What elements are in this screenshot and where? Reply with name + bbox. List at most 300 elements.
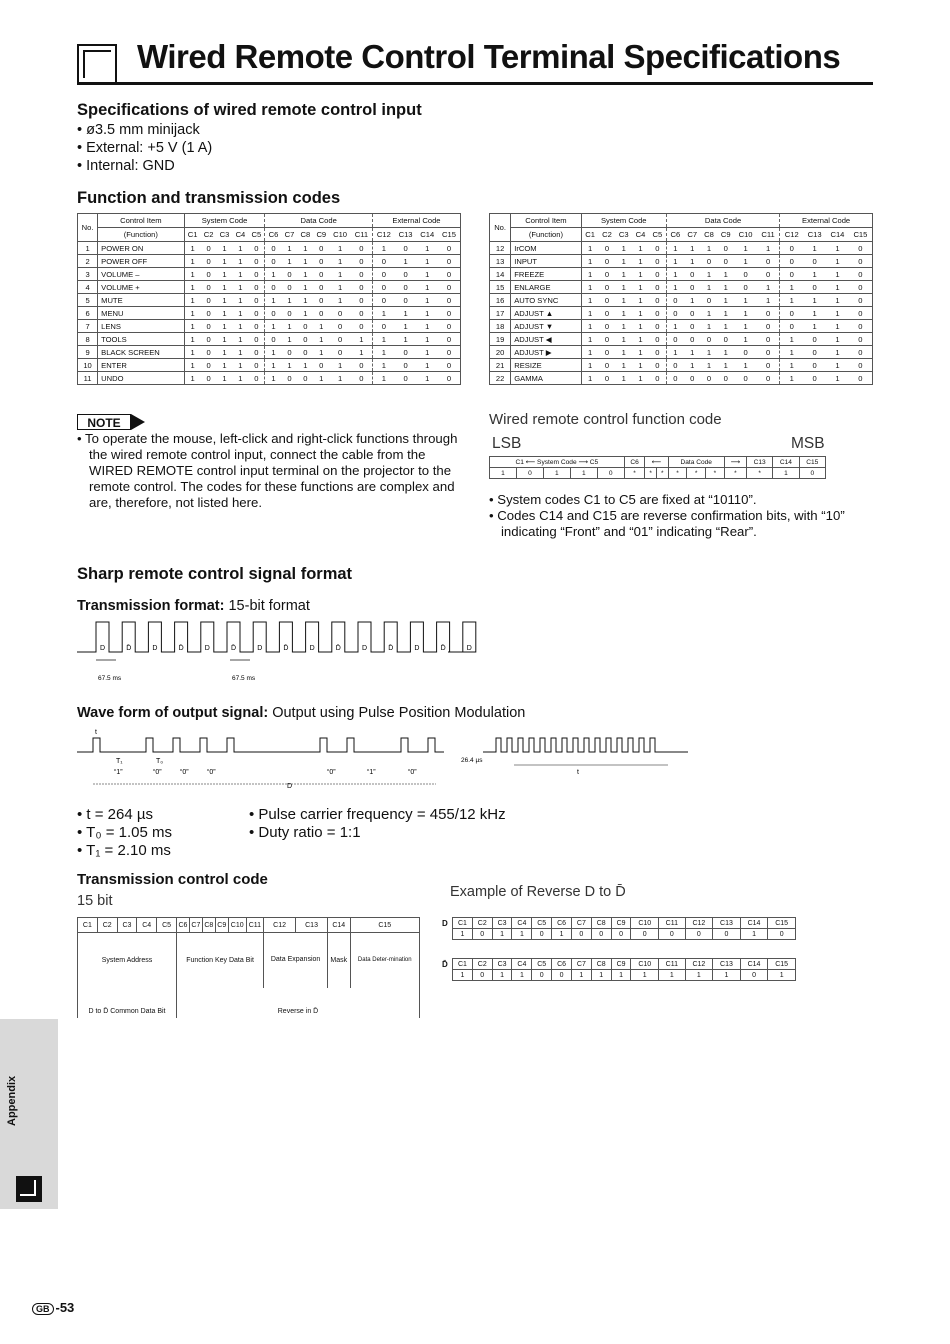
bit-cell: 0 (395, 346, 417, 359)
fc-header: C6 (624, 457, 645, 468)
bit-cell: 0 (248, 372, 265, 385)
bit-cell: 0 (849, 307, 873, 320)
pulse-label: D (362, 645, 368, 652)
bit-cell: 0 (282, 281, 298, 294)
example-col-header: C5 (532, 959, 552, 970)
bit-cell: 0 (757, 359, 780, 372)
example-label: Example of Reverse D to D̄ (450, 884, 626, 900)
col-header-bit: C15 (849, 228, 873, 242)
bit-cell: 1 (297, 359, 313, 372)
bit-cell: 1 (265, 268, 282, 281)
bit-cell: 0 (666, 359, 683, 372)
bit-cell: 0 (734, 346, 757, 359)
bit-cell: 1 (313, 333, 329, 346)
bit-cell: 1 (666, 346, 683, 359)
bit-cell: 0 (757, 307, 780, 320)
bit-cell: 1 (701, 307, 718, 320)
bit-cell: 0 (313, 281, 329, 294)
list-item: • Codes C14 and C15 are reverse confirmation bits, with “10” indicating “Front” and “01” indicating “Rear”. (489, 508, 845, 539)
bit-cell: 1 (297, 307, 313, 320)
table-row (78, 333, 461, 346)
bit-cell: 1 (803, 268, 826, 281)
list-item: • System codes C1 to C5 are fixed at “10110”. (489, 492, 757, 507)
region-badge: GB (32, 1303, 54, 1315)
control-item: ENLARGE (511, 281, 581, 294)
pulse-label: D (257, 645, 263, 652)
table-row (490, 333, 873, 346)
msb-label: MSB (791, 435, 825, 452)
bit-cell: 0 (351, 372, 373, 385)
col-header-bit: C13 (803, 228, 826, 242)
control-item: ADJUST ▶ (511, 346, 581, 359)
bit-cell: 0 (329, 307, 351, 320)
bit-cell: 1 (803, 307, 826, 320)
list-item: • External: +5 V (1 A) (77, 139, 212, 157)
example-db-value: 1 (768, 970, 796, 981)
row-number: 20 (490, 346, 511, 359)
example-col-header: C11 (659, 918, 686, 929)
bit-cell: 1 (217, 242, 233, 255)
list-item: • Pulse carrier frequency = 455/12 kHz (249, 806, 506, 824)
bit-cell: 0 (351, 268, 373, 281)
pulse-label: D (309, 645, 315, 652)
col-header-bit: C8 (701, 228, 718, 242)
fc-value: 1 (490, 468, 517, 479)
example-col-header: C2 (472, 959, 492, 970)
bit-cell: 1 (717, 307, 734, 320)
bit-cell: 1 (395, 320, 417, 333)
example-d-value: 1 (740, 929, 768, 940)
col-header-external: External Code (780, 214, 873, 228)
wave-bit-label: “1” (367, 769, 376, 776)
control-item: ADJUST ▲ (511, 307, 581, 320)
control-item: VOLUME – (98, 268, 184, 281)
fc-value: * (645, 468, 657, 479)
control-item: MENU (98, 307, 184, 320)
col-header-bit: C6 (666, 228, 683, 242)
bit-cell: 0 (438, 359, 460, 372)
bit-cell: 0 (282, 372, 298, 385)
example-db-value: 1 (591, 970, 611, 981)
bit-cell: 1 (684, 255, 701, 268)
bit-cell: 0 (248, 320, 265, 333)
bit-cell: 1 (632, 320, 649, 333)
bit-cell: 1 (395, 333, 417, 346)
bit-cell: 0 (248, 242, 265, 255)
example-col-header: C8 (591, 959, 611, 970)
row-number: 3 (78, 268, 98, 281)
wave-bit-label: “0” (180, 769, 189, 776)
example-col-header: C6 (552, 959, 572, 970)
bit-cell: 0 (297, 333, 313, 346)
example-db-value: 1 (512, 970, 532, 981)
tcc-col-header: C2 (97, 918, 117, 933)
signal-params-left (77, 806, 172, 860)
bit-cell: 0 (649, 255, 666, 268)
bit-cell: 1 (416, 268, 438, 281)
bit-cell: 1 (329, 268, 351, 281)
bit-cell: 1 (297, 255, 313, 268)
example-db-value: 0 (740, 970, 768, 981)
bit-cell: 1 (232, 359, 248, 372)
bit-cell: 1 (184, 242, 201, 255)
bit-cell: 1 (329, 242, 351, 255)
bit-cell: 0 (248, 333, 265, 346)
bit-cell: 0 (201, 242, 217, 255)
bit-cell: 1 (717, 320, 734, 333)
bit-cell: 0 (248, 268, 265, 281)
bit-cell: 1 (217, 346, 233, 359)
bit-cell: 1 (581, 320, 598, 333)
fc-value: * (706, 468, 725, 479)
example-d-value: 0 (631, 929, 659, 940)
bit-cell: 0 (297, 372, 313, 385)
pulse-label: D (152, 645, 158, 652)
page-title: Wired Remote Control Terminal Specifications (137, 38, 841, 75)
bit-cell: 1 (757, 281, 780, 294)
example-db-value: 1 (631, 970, 659, 981)
col-header-bit: C14 (416, 228, 438, 242)
tcc-reverse: Reverse in D̄ (176, 988, 419, 1018)
fc-value: * (746, 468, 772, 479)
bit-cell: 1 (780, 333, 804, 346)
bit-cell: 0 (666, 333, 683, 346)
bit-cell: 0 (351, 281, 373, 294)
example-d-value: 1 (552, 929, 572, 940)
bit-cell: 1 (615, 307, 632, 320)
bit-cell: 0 (372, 294, 394, 307)
example-col-header: C3 (492, 959, 512, 970)
bit-cell: 0 (201, 333, 217, 346)
example-db-table (452, 958, 796, 981)
bit-cell: 1 (416, 346, 438, 359)
control-item: POWER ON (98, 242, 184, 255)
bit-cell: 1 (265, 372, 282, 385)
example-db-value: 1 (571, 970, 591, 981)
input-spec-list (77, 121, 212, 175)
bit-cell: 1 (395, 255, 417, 268)
col-header-bit: C3 (217, 228, 233, 242)
bit-cell: 1 (615, 320, 632, 333)
bit-cell: 1 (717, 268, 734, 281)
appendix-icon (16, 1176, 42, 1202)
bit-cell: 0 (351, 307, 373, 320)
bit-cell: 0 (849, 359, 873, 372)
bit-cell: 1 (717, 294, 734, 307)
bit-cell: 0 (313, 242, 329, 255)
fc-value: 0 (516, 468, 543, 479)
bit-cell: 0 (717, 333, 734, 346)
bit-cell: 1 (416, 320, 438, 333)
bit-cell: 1 (372, 307, 394, 320)
bit-cell: 1 (826, 255, 849, 268)
fc-value: 0 (799, 468, 825, 479)
bit-cell: 1 (734, 333, 757, 346)
control-item: UNDO (98, 372, 184, 385)
tcc-col-header: C5 (157, 918, 177, 933)
bit-cell: 0 (849, 281, 873, 294)
bit-cell: 1 (265, 346, 282, 359)
bit-cell: 1 (826, 372, 849, 385)
bit-cell: 1 (184, 346, 201, 359)
bit-cell: 0 (313, 294, 329, 307)
col-header-bit: C15 (438, 228, 460, 242)
tcc-col-header: C14 (328, 918, 350, 933)
bit-cell: 1 (632, 307, 649, 320)
bit-cell: 1 (184, 268, 201, 281)
bit-cell: 0 (201, 359, 217, 372)
bit-cell: 0 (329, 346, 351, 359)
example-d-label: D (442, 919, 448, 928)
bit-cell: 1 (581, 242, 598, 255)
bit-cell: 1 (581, 294, 598, 307)
tcc-col-header: C11 (246, 918, 263, 933)
tcc-table (77, 917, 420, 1018)
bit-cell: 0 (757, 255, 780, 268)
bit-cell: 1 (632, 268, 649, 281)
row-number: 21 (490, 359, 511, 372)
bit-cell: 1 (826, 268, 849, 281)
bit-cell: 1 (666, 268, 683, 281)
bit-cell: 1 (395, 307, 417, 320)
bit-cell: 1 (632, 281, 649, 294)
pulse-label: D (204, 645, 210, 652)
col-header-bit: C7 (282, 228, 298, 242)
bit-cell: 0 (313, 307, 329, 320)
bit-cell: 1 (684, 346, 701, 359)
pulse-label: D̄ (440, 645, 446, 652)
bit-cell: 1 (184, 333, 201, 346)
bit-cell: 0 (649, 307, 666, 320)
bit-cell: 1 (581, 359, 598, 372)
bit-cell: 1 (615, 333, 632, 346)
bit-cell: 0 (438, 372, 460, 385)
col-header-no: No. (78, 214, 98, 242)
lsb-label: LSB (492, 435, 522, 452)
tx-format-value: 15-bit format (228, 598, 310, 614)
col-header-bit: C1 (581, 228, 598, 242)
row-number: 8 (78, 333, 98, 346)
bit-cell: 0 (282, 346, 298, 359)
bit-cell: 1 (826, 294, 849, 307)
control-item: ADJUST ▼ (511, 320, 581, 333)
bit-cell: 0 (649, 372, 666, 385)
row-number: 13 (490, 255, 511, 268)
bit-cell: 1 (416, 333, 438, 346)
bit-cell: 0 (684, 307, 701, 320)
fc-value: 1 (773, 468, 799, 479)
example-d-value: 0 (713, 929, 741, 940)
bit-cell: 0 (780, 320, 804, 333)
control-item: MUTE (98, 294, 184, 307)
bit-cell: 1 (684, 294, 701, 307)
row-number: 14 (490, 268, 511, 281)
bit-cell: 1 (684, 242, 701, 255)
bit-cell: 0 (599, 307, 616, 320)
col-header-bit: C14 (826, 228, 849, 242)
bit-cell: 1 (581, 333, 598, 346)
tx-format-label: Transmission format: (77, 598, 225, 614)
table-row (490, 359, 873, 372)
example-d-value: 0 (532, 929, 552, 940)
bit-cell: 1 (351, 346, 373, 359)
bit-cell: 1 (701, 320, 718, 333)
bit-cell: 0 (849, 255, 873, 268)
col-header-bit: C9 (313, 228, 329, 242)
bit-cell: 1 (757, 242, 780, 255)
control-item: VOLUME + (98, 281, 184, 294)
row-number: 5 (78, 294, 98, 307)
tcc-data-expansion: Data Expansion (264, 933, 328, 988)
bit-cell: 1 (282, 320, 298, 333)
table-row (78, 268, 461, 281)
bit-cell: 1 (826, 281, 849, 294)
bit-cell: 1 (666, 242, 683, 255)
bit-cell: 1 (615, 268, 632, 281)
bit-cell: 0 (649, 320, 666, 333)
col-header-no: No. (490, 214, 511, 242)
example-col-header: C14 (740, 918, 768, 929)
bit-cell: 1 (757, 294, 780, 307)
fc-value: * (668, 468, 687, 479)
table-row (78, 281, 461, 294)
list-item: • Internal: GND (77, 157, 212, 175)
fc-value: 1 (570, 468, 597, 479)
bit-cell: 1 (232, 294, 248, 307)
col-header-bit: C10 (329, 228, 351, 242)
interval-label: 67.5 ms (98, 675, 122, 682)
example-db-value: 1 (611, 970, 631, 981)
bit-cell: 0 (757, 268, 780, 281)
bit-cell: 1 (780, 281, 804, 294)
col-header-bit: C2 (201, 228, 217, 242)
bit-cell: 0 (780, 268, 804, 281)
bit-cell: 1 (217, 294, 233, 307)
bit-cell: 0 (757, 372, 780, 385)
bit-cell: 1 (734, 242, 757, 255)
example-col-header: C10 (631, 959, 659, 970)
tcc-col-header: C15 (350, 918, 419, 933)
table-row (490, 268, 873, 281)
bit-cell: 0 (395, 372, 417, 385)
tcc-col-header: C13 (296, 918, 328, 933)
fc-value: * (657, 468, 669, 479)
bit-cell: 1 (701, 268, 718, 281)
bit-cell: 0 (395, 242, 417, 255)
bit-cell: 0 (701, 372, 718, 385)
bit-cell: 1 (184, 372, 201, 385)
control-item: FREEZE (511, 268, 581, 281)
bit-cell: 0 (248, 359, 265, 372)
bit-cell: 0 (201, 372, 217, 385)
bit-cell: 0 (701, 294, 718, 307)
bit-cell: 0 (599, 255, 616, 268)
bit-cell: 1 (581, 268, 598, 281)
bit-cell: 0 (803, 359, 826, 372)
list-item: • Duty ratio = 1:1 (249, 824, 506, 842)
bit-cell: 1 (282, 359, 298, 372)
table-row (78, 346, 461, 359)
row-number: 22 (490, 372, 511, 385)
control-item: IrCOM (511, 242, 581, 255)
bit-cell: 1 (217, 281, 233, 294)
bit-cell: 0 (701, 255, 718, 268)
wave-bit-label: “1” (114, 769, 123, 776)
tcc-col-header: C10 (228, 918, 246, 933)
example-d-value: 0 (659, 929, 686, 940)
bit-cell: 1 (734, 294, 757, 307)
example-col-header: C14 (740, 959, 768, 970)
control-item: LENS (98, 320, 184, 333)
col-header-bit: C11 (757, 228, 780, 242)
bit-cell: 0 (599, 346, 616, 359)
bit-cell: 0 (649, 359, 666, 372)
row-number: 9 (78, 346, 98, 359)
bit-cell: 0 (803, 281, 826, 294)
bit-cell: 0 (649, 294, 666, 307)
bit-cell: 1 (313, 372, 329, 385)
col-header-bit: C9 (717, 228, 734, 242)
bit-cell: 0 (649, 281, 666, 294)
bit-cell: 1 (416, 372, 438, 385)
control-item: RESIZE (511, 359, 581, 372)
tcc-mask: Mask (328, 933, 350, 988)
wave-form-label: Wave form of output signal: (77, 705, 269, 721)
col-header-external: External Code (372, 214, 460, 228)
bit-cell: 0 (395, 281, 417, 294)
col-header-bit: C12 (780, 228, 804, 242)
signal-heading: Sharp remote control signal format (77, 565, 353, 583)
bit-cell: 1 (826, 320, 849, 333)
col-header-data: Data Code (666, 214, 779, 228)
wave-bit-label: “0” (327, 769, 336, 776)
bit-cell: 1 (329, 255, 351, 268)
fc-header: C13 (746, 457, 772, 468)
wave-t0-label: T₀ (156, 758, 164, 765)
tcc-col-header: C9 (215, 918, 228, 933)
bit-cell: 0 (248, 255, 265, 268)
bit-cell: 0 (780, 307, 804, 320)
tcc-col-header: C7 (189, 918, 202, 933)
control-item: GAMMA (511, 372, 581, 385)
example-db-value: 1 (659, 970, 686, 981)
bit-cell: 1 (372, 242, 394, 255)
example-col-header: C15 (768, 918, 796, 929)
bit-cell: 1 (734, 307, 757, 320)
bit-cell: 1 (184, 359, 201, 372)
bit-cell: 0 (717, 242, 734, 255)
bit-cell: 0 (329, 320, 351, 333)
bit-cell: 1 (217, 359, 233, 372)
bit-cell: 0 (599, 333, 616, 346)
bit-cell: 0 (734, 372, 757, 385)
bit-cell: 1 (282, 294, 298, 307)
table-row (490, 307, 873, 320)
pulse-label: D̄ (126, 645, 132, 652)
bit-cell: 0 (849, 320, 873, 333)
list-item: • ø3.5 mm minijack (77, 121, 212, 139)
bit-cell: 1 (265, 294, 282, 307)
example-db-value: 0 (532, 970, 552, 981)
bit-cell: 0 (297, 320, 313, 333)
tcc-col-header: C3 (117, 918, 137, 933)
table-row (78, 372, 461, 385)
bit-cell: 0 (649, 346, 666, 359)
bit-cell: 0 (351, 359, 373, 372)
control-item: ENTER (98, 359, 184, 372)
bit-cell: 1 (632, 242, 649, 255)
bit-cell: 1 (282, 255, 298, 268)
